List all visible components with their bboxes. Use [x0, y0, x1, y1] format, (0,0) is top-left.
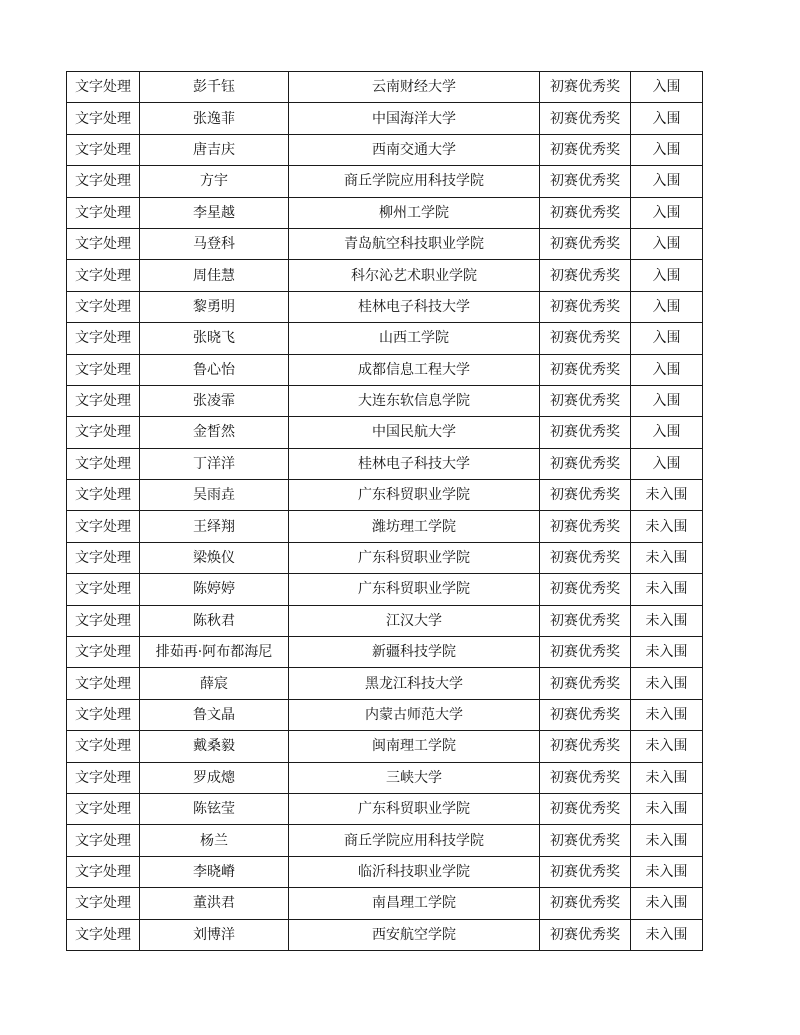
award-cell: 初赛优秀奖 [540, 134, 631, 165]
table-row [67, 260, 703, 291]
category-cell: 文字处理 [67, 699, 140, 730]
category-cell: 文字处理 [67, 134, 140, 165]
name-cell: 薛宸 [140, 668, 289, 699]
status-cell: 入围 [631, 260, 703, 291]
status-cell: 未入围 [631, 762, 703, 793]
name-cell: 戴桑毅 [140, 731, 289, 762]
category-cell: 文字处理 [67, 72, 140, 103]
school-cell: 青岛航空科技职业学院 [289, 228, 540, 259]
table-row [67, 888, 703, 919]
name-cell: 张晓飞 [140, 323, 289, 354]
category-cell: 文字处理 [67, 197, 140, 228]
status-cell: 未入围 [631, 731, 703, 762]
table-row [67, 197, 703, 228]
name-cell: 张逸菲 [140, 103, 289, 134]
category-cell: 文字处理 [67, 354, 140, 385]
table-row [67, 731, 703, 762]
school-cell: 山西工学院 [289, 323, 540, 354]
category-cell: 文字处理 [67, 448, 140, 479]
table-row [67, 699, 703, 730]
category-cell: 文字处理 [67, 888, 140, 919]
status-cell: 未入围 [631, 668, 703, 699]
award-cell: 初赛优秀奖 [540, 574, 631, 605]
award-cell: 初赛优秀奖 [540, 888, 631, 919]
name-cell: 梁焕仪 [140, 542, 289, 573]
status-cell: 入围 [631, 448, 703, 479]
category-cell: 文字处理 [67, 668, 140, 699]
name-cell: 周佳慧 [140, 260, 289, 291]
award-cell: 初赛优秀奖 [540, 354, 631, 385]
award-cell: 初赛优秀奖 [540, 762, 631, 793]
award-cell: 初赛优秀奖 [540, 417, 631, 448]
school-cell: 商丘学院应用科技学院 [289, 825, 540, 856]
name-cell: 排茹再·阿布都海尼 [140, 637, 289, 668]
status-cell: 入围 [631, 134, 703, 165]
school-cell: 潍坊理工学院 [289, 511, 540, 542]
school-cell: 新疆科技学院 [289, 637, 540, 668]
name-cell: 丁洋洋 [140, 448, 289, 479]
school-cell: 三峡大学 [289, 762, 540, 793]
award-cell: 初赛优秀奖 [540, 793, 631, 824]
school-cell: 广东科贸职业学院 [289, 542, 540, 573]
category-cell: 文字处理 [67, 480, 140, 511]
table-row [67, 354, 703, 385]
category-cell: 文字处理 [67, 228, 140, 259]
award-cell: 初赛优秀奖 [540, 542, 631, 573]
award-cell: 初赛优秀奖 [540, 856, 631, 887]
school-cell: 云南财经大学 [289, 72, 540, 103]
school-cell: 临沂科技职业学院 [289, 856, 540, 887]
category-cell: 文字处理 [67, 762, 140, 793]
status-cell: 未入围 [631, 888, 703, 919]
award-cell: 初赛优秀奖 [540, 448, 631, 479]
name-cell: 陈婷婷 [140, 574, 289, 605]
school-cell: 黑龙江科技大学 [289, 668, 540, 699]
table-row [67, 72, 703, 103]
award-cell: 初赛优秀奖 [540, 291, 631, 322]
category-cell: 文字处理 [67, 856, 140, 887]
table-row [67, 762, 703, 793]
category-cell: 文字处理 [67, 793, 140, 824]
table-row [67, 448, 703, 479]
category-cell: 文字处理 [67, 637, 140, 668]
award-cell: 初赛优秀奖 [540, 72, 631, 103]
school-cell: 内蒙古师范大学 [289, 699, 540, 730]
school-cell: 商丘学院应用科技学院 [289, 166, 540, 197]
status-cell: 入围 [631, 103, 703, 134]
name-cell: 陈铉莹 [140, 793, 289, 824]
school-cell: 南昌理工学院 [289, 888, 540, 919]
status-cell: 未入围 [631, 825, 703, 856]
school-cell: 桂林电子科技大学 [289, 291, 540, 322]
name-cell: 李晓嵴 [140, 856, 289, 887]
table-row [67, 825, 703, 856]
table-row [67, 166, 703, 197]
results-table-body [67, 72, 703, 951]
name-cell: 张凌霏 [140, 385, 289, 416]
school-cell: 广东科贸职业学院 [289, 480, 540, 511]
name-cell: 陈秋君 [140, 605, 289, 636]
school-cell: 成都信息工程大学 [289, 354, 540, 385]
table-row [67, 480, 703, 511]
award-cell: 初赛优秀奖 [540, 699, 631, 730]
name-cell: 鲁文晶 [140, 699, 289, 730]
award-cell: 初赛优秀奖 [540, 260, 631, 291]
table-row [67, 323, 703, 354]
category-cell: 文字处理 [67, 574, 140, 605]
table-row [67, 228, 703, 259]
school-cell: 大连东软信息学院 [289, 385, 540, 416]
category-cell: 文字处理 [67, 166, 140, 197]
table-row [67, 574, 703, 605]
status-cell: 未入围 [631, 637, 703, 668]
table-row [67, 542, 703, 573]
name-cell: 马登科 [140, 228, 289, 259]
name-cell: 黎勇明 [140, 291, 289, 322]
name-cell: 罗成熜 [140, 762, 289, 793]
name-cell: 方宇 [140, 166, 289, 197]
school-cell: 西南交通大学 [289, 134, 540, 165]
award-cell: 初赛优秀奖 [540, 919, 631, 950]
award-cell: 初赛优秀奖 [540, 480, 631, 511]
table-row [67, 417, 703, 448]
category-cell: 文字处理 [67, 323, 140, 354]
status-cell: 未入围 [631, 574, 703, 605]
status-cell: 未入围 [631, 699, 703, 730]
category-cell: 文字处理 [67, 103, 140, 134]
award-cell: 初赛优秀奖 [540, 605, 631, 636]
school-cell: 广东科贸职业学院 [289, 793, 540, 824]
award-cell: 初赛优秀奖 [540, 323, 631, 354]
table-row [67, 385, 703, 416]
name-cell: 金皙然 [140, 417, 289, 448]
results-table [66, 71, 703, 951]
name-cell: 彭千钰 [140, 72, 289, 103]
name-cell: 杨兰 [140, 825, 289, 856]
award-cell: 初赛优秀奖 [540, 385, 631, 416]
award-cell: 初赛优秀奖 [540, 668, 631, 699]
award-cell: 初赛优秀奖 [540, 197, 631, 228]
category-cell: 文字处理 [67, 825, 140, 856]
status-cell: 入围 [631, 417, 703, 448]
school-cell: 中国民航大学 [289, 417, 540, 448]
status-cell: 未入围 [631, 542, 703, 573]
status-cell: 未入围 [631, 793, 703, 824]
school-cell: 闽南理工学院 [289, 731, 540, 762]
name-cell: 董洪君 [140, 888, 289, 919]
category-cell: 文字处理 [67, 542, 140, 573]
table-row [67, 291, 703, 322]
award-cell: 初赛优秀奖 [540, 228, 631, 259]
table-row [67, 919, 703, 950]
table-row [67, 103, 703, 134]
school-cell: 科尔沁艺术职业学院 [289, 260, 540, 291]
category-cell: 文字处理 [67, 511, 140, 542]
award-cell: 初赛优秀奖 [540, 637, 631, 668]
status-cell: 未入围 [631, 856, 703, 887]
award-cell: 初赛优秀奖 [540, 511, 631, 542]
status-cell: 未入围 [631, 919, 703, 950]
school-cell: 西安航空学院 [289, 919, 540, 950]
status-cell: 未入围 [631, 511, 703, 542]
category-cell: 文字处理 [67, 417, 140, 448]
status-cell: 入围 [631, 291, 703, 322]
school-cell: 桂林电子科技大学 [289, 448, 540, 479]
school-cell: 柳州工学院 [289, 197, 540, 228]
category-cell: 文字处理 [67, 385, 140, 416]
status-cell: 入围 [631, 385, 703, 416]
table-row [67, 605, 703, 636]
category-cell: 文字处理 [67, 291, 140, 322]
award-cell: 初赛优秀奖 [540, 825, 631, 856]
name-cell: 吴雨垚 [140, 480, 289, 511]
award-cell: 初赛优秀奖 [540, 731, 631, 762]
category-cell: 文字处理 [67, 260, 140, 291]
table-row [67, 668, 703, 699]
status-cell: 入围 [631, 72, 703, 103]
table-row [67, 637, 703, 668]
category-cell: 文字处理 [67, 919, 140, 950]
category-cell: 文字处理 [67, 731, 140, 762]
name-cell: 李星越 [140, 197, 289, 228]
award-cell: 初赛优秀奖 [540, 166, 631, 197]
award-cell: 初赛优秀奖 [540, 103, 631, 134]
name-cell: 王绎翔 [140, 511, 289, 542]
table-row [67, 856, 703, 887]
status-cell: 入围 [631, 197, 703, 228]
status-cell: 入围 [631, 354, 703, 385]
table-row [67, 511, 703, 542]
name-cell: 唐吉庆 [140, 134, 289, 165]
school-cell: 广东科贸职业学院 [289, 574, 540, 605]
status-cell: 入围 [631, 166, 703, 197]
name-cell: 刘博洋 [140, 919, 289, 950]
status-cell: 未入围 [631, 605, 703, 636]
category-cell: 文字处理 [67, 605, 140, 636]
status-cell: 入围 [631, 228, 703, 259]
school-cell: 中国海洋大学 [289, 103, 540, 134]
status-cell: 未入围 [631, 480, 703, 511]
school-cell: 江汉大学 [289, 605, 540, 636]
table-row [67, 793, 703, 824]
name-cell: 鲁心怡 [140, 354, 289, 385]
status-cell: 入围 [631, 323, 703, 354]
table-row [67, 134, 703, 165]
